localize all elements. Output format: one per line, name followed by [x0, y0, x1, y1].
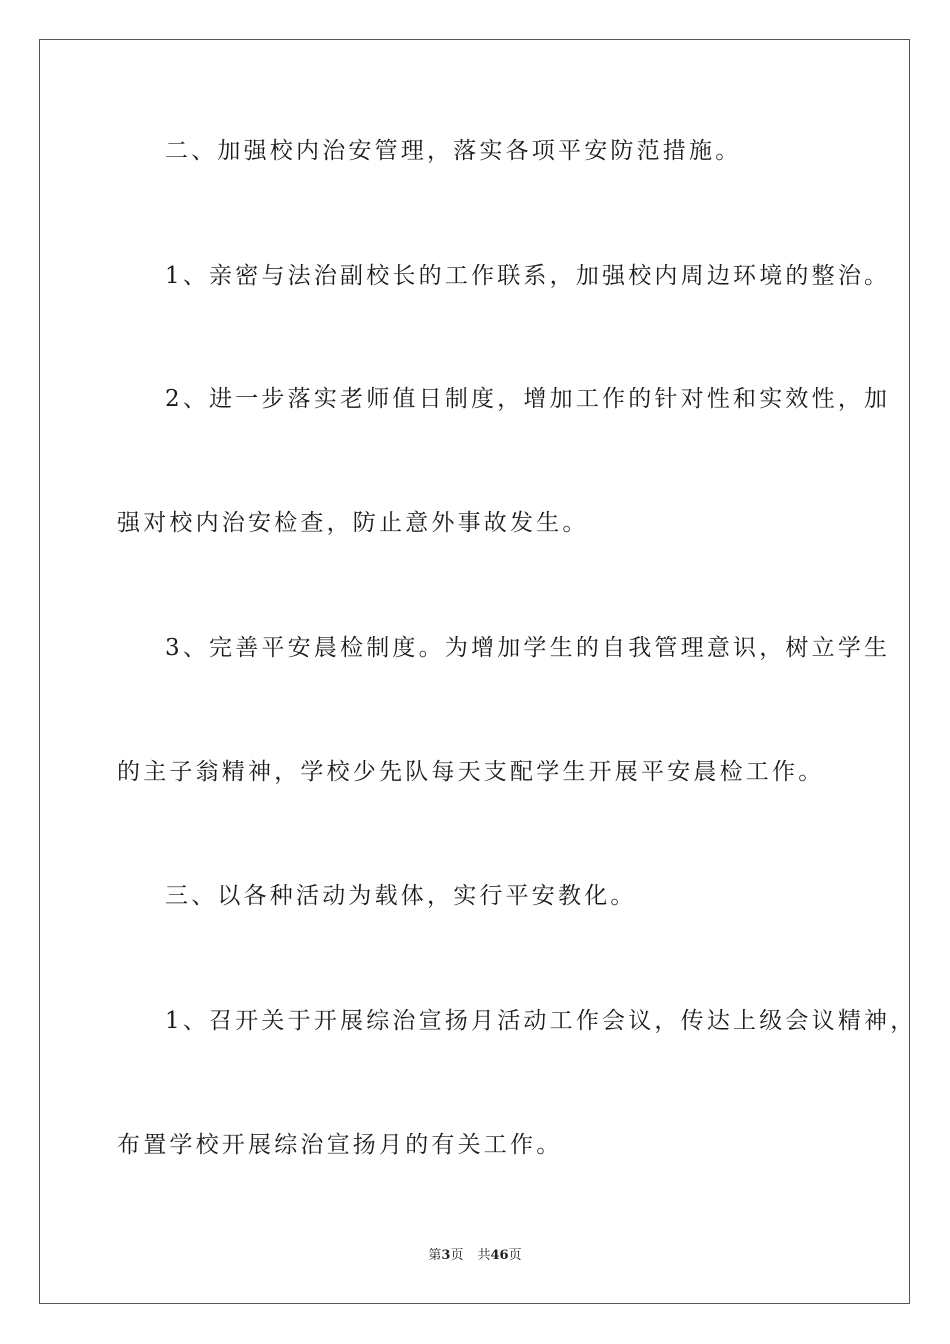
- paragraph-item-2-3-line1: 3、完善平安晨检制度。为增加学生的自我管理意识，树立学生: [165, 635, 891, 661]
- footer-total-pages: 46: [490, 1248, 509, 1263]
- paragraph-item-3-1-line1: 1、召开关于开展综治宣扬月活动工作会议，传达上级会议精神，: [165, 1008, 917, 1034]
- footer-total-prefix: 共: [477, 1248, 491, 1263]
- paragraph-item-2-3-line2: 的主子翁精神，学校少先队每天支配学生开展平安晨检工作。: [117, 759, 825, 785]
- paragraph-item-2-1: 1、亲密与法治副校长的工作联系，加强校内周边环境的整治。: [165, 263, 891, 289]
- page-border: [39, 39, 910, 1304]
- paragraph-item-3-1-line2: 布置学校开展综治宣扬月的有关工作。: [117, 1132, 563, 1158]
- footer-page-suffix: 页: [450, 1248, 464, 1263]
- footer-total-suffix: 页: [508, 1248, 522, 1263]
- paragraph-heading-2: 二、加强校内治安管理，落实各项平安防范措施。: [165, 138, 742, 164]
- paragraph-item-2-2-line2: 强对校内治安检查，防止意外事故发生。: [117, 510, 589, 536]
- paragraph-item-2-2-line1: 2、进一步落实老师值日制度，增加工作的针对性和实效性，加: [165, 386, 891, 412]
- paragraph-heading-3: 三、以各种活动为载体，实行平安教化。: [165, 883, 637, 909]
- footer-page-prefix: 第: [428, 1248, 442, 1263]
- footer-page-number: 3: [441, 1248, 451, 1263]
- page-footer: [0, 1247, 950, 1265]
